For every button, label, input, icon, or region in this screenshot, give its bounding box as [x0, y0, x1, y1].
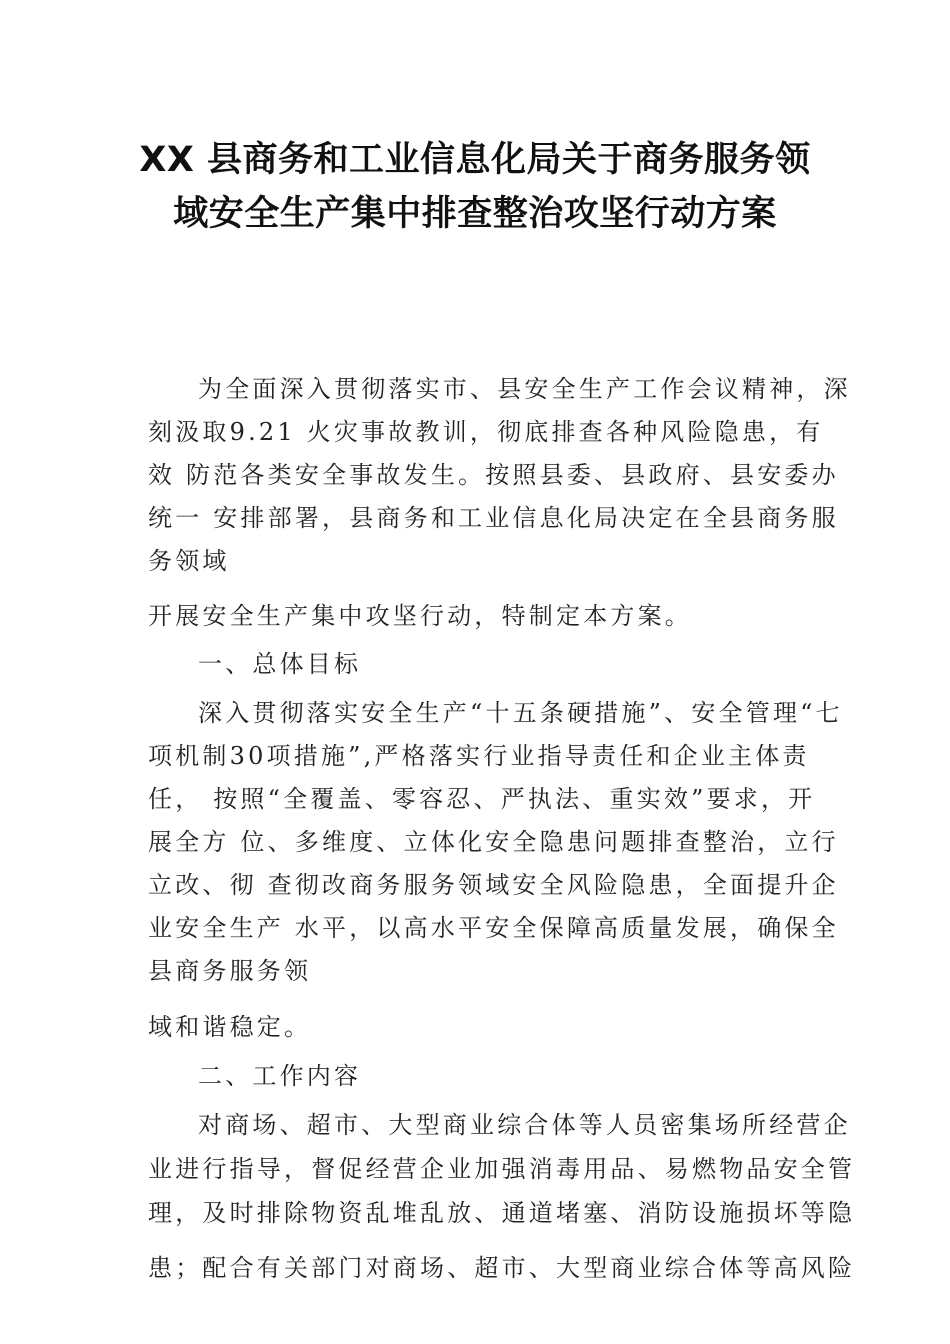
body-line-12: 立改、彻 查彻改商务服务领域安全风险隐患，全面提升企	[148, 871, 839, 899]
title-line-2: 域安全生产集中排查整治攻坚行动方案	[173, 194, 777, 234]
body-line-11: 展全方 位、多维度、立体化安全隐患问题排查整治，立行	[148, 828, 839, 856]
body-line-4: 统一 安排部署，县商务和工业信息化局决定在全县商务服	[148, 504, 839, 532]
body-line-15: 域和谐稳定。	[148, 1013, 312, 1041]
body-line-10: 任， 按照“全覆盖、零容忍、严执法、重实效”要求，开	[148, 785, 816, 813]
body-line-17: 对商场、超市、大型商业综合体等人员密集场所经营企	[198, 1111, 851, 1139]
body-line-19: 理，及时排除物资乱堆乱放、通道堵塞、消防设施损坏等隐	[148, 1199, 856, 1227]
body-line-5: 务领域	[148, 547, 230, 575]
body-line-1: 为全面深入贯彻落实市、县安全生产工作会议精神，深	[198, 375, 851, 403]
section-heading-1: 一、总体目标	[198, 650, 362, 678]
body-line-9: 项机制30项措施”,严格落实行业指导责任和企业主体责	[148, 742, 810, 770]
body-line-14: 县商务服务领	[148, 957, 312, 985]
body-line-6: 开展安全生产集中攻坚行动，特制定本方案。	[148, 602, 692, 630]
body-line-20: 患；配合有关部门对商场、超市、大型商业综合体等高风险	[148, 1254, 856, 1282]
section-heading-2: 二、工作内容	[198, 1062, 362, 1090]
body-line-3: 效 防范各类安全事故发生。按照县委、县政府、县安委办	[148, 461, 839, 489]
body-line-13: 业安全生产 水平，以高水平安全保障高质量发展，确保全	[148, 914, 839, 942]
title-line-1: XX 县商务和工业信息化局关于商务服务领	[139, 140, 811, 180]
body-line-2: 刻汲取9.21 火灾事故教训，彻底排查各种风险隐患，有	[148, 418, 824, 446]
body-line-8: 深入贯彻落实安全生产“十五条硬措施”、安全管理“七	[198, 699, 843, 727]
document-title	[120, 133, 830, 241]
body-line-18: 业进行指导，督促经营企业加强消毒用品、易燃物品安全管	[148, 1155, 856, 1183]
